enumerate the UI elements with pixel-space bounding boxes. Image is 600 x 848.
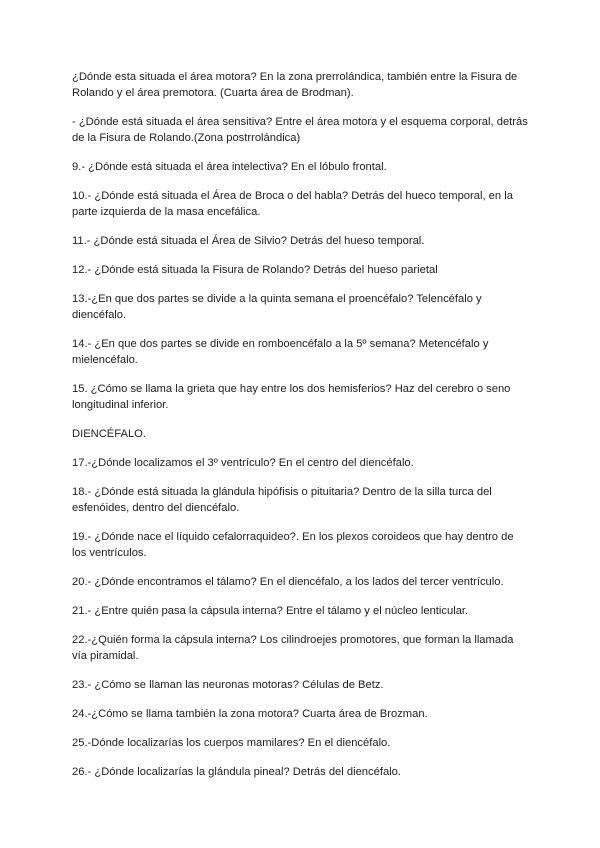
paragraph-13: 13.-¿En que dos partes se divide a la quinta semana el proencéfalo? Telencéfalo y diencéfalo. xyxy=(72,293,482,321)
paragraph-14: 14.- ¿En que dos partes se divide en romboencéfalo a la 5º semana? Metencéfalo y mielencéfalo. xyxy=(72,338,489,366)
paragraph-20: 20.- ¿Dónde encontramos el tálamo? En el diencéfalo, a los lados del tercer ventrículo. xyxy=(72,576,504,588)
paragraph-22: 22.-¿Quién forma la cápsula interna? Los cilindroejes promotores, que forman la llamada vía piramidal. xyxy=(72,634,514,662)
paragraph-18: 18.- ¿Dónde está situada la glándula hipófisis o pituitaria? Dentro de la silla turca del esfenóides, dentro del diencéfalo. xyxy=(72,486,492,514)
section-heading-diencefalo: DIENCÉFALO. xyxy=(72,428,146,440)
paragraph-21: 21.- ¿Entre quién pasa la cápsula interna? Entre el tálamo y el núcleo lenticular. xyxy=(72,605,469,617)
paragraph-15: 15. ¿Cómo se llama la grieta que hay entre los dos hemisferios? Haz del cerebro o seno longitudinal inferior. xyxy=(72,383,511,411)
paragraph-11: 11.- ¿Dónde está situada el Área de Silvio? Detrás del hueso temporal. xyxy=(72,235,425,247)
paragraph-25: 25.-Dónde localizarías los cuerpos mamilares? En el diencéfalo. xyxy=(72,737,391,749)
paragraph-19: 19.- ¿Dónde nace el líquido cefalorraquideo?. En los plexos coroideos que hay dentro de los ventrículos. xyxy=(72,531,514,559)
paragraph-26: 26.- ¿Dónde localizarías la glándula pineal? Detrás del diencéfalo. xyxy=(72,766,401,778)
paragraph-10: 10.- ¿Dónde está situada el Área de Broca o del habla? Detrás del hueco temporal, en la parte izquierda de la masa encefálica. xyxy=(72,190,513,218)
paragraph-motor-area: ¿Dónde esta situada el área motora? En la zona prerrolándica, también entre la Fisura de Rolando y el área premotora. (Cuarta área de Brodman). xyxy=(72,71,518,99)
paragraph-17: 17.-¿Dónde localizamos el 3º ventrículo? En el centro del diencéfalo. xyxy=(72,457,414,469)
paragraph-24: 24.-¿Cómo se llama también la zona motora? Cuarta área de Brozman. xyxy=(72,708,428,720)
paragraph-23: 23.- ¿Cómo se llaman las neuronas motoras? Células de Betz. xyxy=(72,679,384,691)
paragraph-9: 9.- ¿Dónde está situada el área intelectiva? En el lóbulo frontal. xyxy=(72,161,387,173)
paragraph-sensory-area: - ¿Dónde está situada el área sensitiva? Entre el área motora y el esquema corporal, detrás de la Fisura de Rolando.(Zona postrrolándica) xyxy=(72,116,528,144)
paragraph-12: 12.- ¿Dónde está situada la Fisura de Rolando? Detrás del hueso parietal xyxy=(72,264,438,276)
document-body xyxy=(72,69,530,793)
